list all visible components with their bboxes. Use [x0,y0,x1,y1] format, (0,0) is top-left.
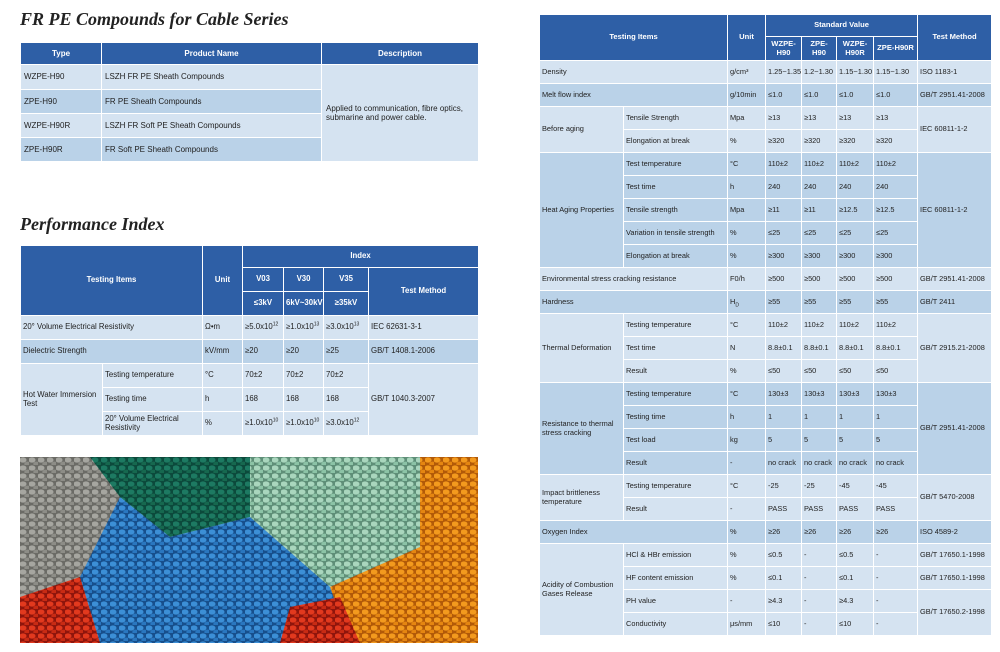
item-label: Elongation at break [624,130,728,153]
grade-header: WZPE-H90 [766,37,802,61]
header-unit: Unit [728,15,766,61]
unit: % [728,130,766,153]
value: 110±2 [837,153,874,176]
value: ≥12.5 [874,199,918,222]
unit: g/10min [728,84,766,107]
item-label: Melt flow index [540,84,728,107]
product-description: Applied to communication, fibre optics, submarine and power cable. [322,65,479,162]
value: 130±3 [874,383,918,406]
col-header-description: Description [322,43,479,65]
unit: h [728,406,766,429]
value: 110±2 [837,314,874,337]
value: PASS [766,498,802,521]
value: 8.8±0.1 [837,337,874,360]
unit: - [728,590,766,613]
value: 130±3 [766,383,802,406]
unit: Mpa [728,107,766,130]
standard-value-table [539,14,992,636]
table-row [540,291,992,314]
group-label: Before aging [540,107,624,153]
value: 1.25~1.35 [766,61,802,84]
item-label: Test load [624,429,728,452]
right-column [539,14,991,636]
value: ≥25 [324,340,369,364]
table-row [540,107,992,130]
value: -25 [802,475,837,498]
test-method: IEC 62631-3-1 [369,316,479,340]
group-label: Hot Water Immersion Test [21,364,103,436]
value: ≤50 [802,360,837,383]
value: ≥13 [874,107,918,130]
item-label: Density [540,61,728,84]
value: ≥26 [766,521,802,544]
value: ≥11 [766,199,802,222]
performance-title: Performance Index [20,214,165,234]
item-label: Result [624,360,728,383]
item-label: Result [624,452,728,475]
test-method: GB/T 2951.41-2008 [918,84,992,107]
value: ≤50 [837,360,874,383]
value: ≥320 [802,130,837,153]
value: ≥500 [837,268,874,291]
value: ≤25 [802,222,837,245]
value: ≥26 [802,521,837,544]
item-label: Test time [624,337,728,360]
test-method: GB/T 1408.1-2006 [369,340,479,364]
group-label: Impact brittleness temperature [540,475,624,521]
value: ≥500 [802,268,837,291]
product-name: FR Soft PE Sheath Compounds [102,138,322,162]
test-method: GB/T 2951.41-2008 [918,268,992,291]
value: ≥20 [243,340,284,364]
products-title: FR PE Compounds for Cable Series [20,9,289,29]
value: ≥300 [766,245,802,268]
test-method: IEC 60811-1-2 [918,107,992,153]
value: PASS [837,498,874,521]
value: 240 [874,176,918,199]
product-name: LSZH FR Soft PE Sheath Compounds [102,114,322,138]
value: ≤25 [766,222,802,245]
value: 70±2 [284,364,324,388]
unit: % [728,567,766,590]
value: 5 [874,429,918,452]
value: 240 [766,176,802,199]
perf-header-test-method: Test Method [369,268,479,316]
table-row [540,521,992,544]
item-label: Testing temperature [103,364,203,388]
grade-name: V30 [284,268,324,292]
value: - [802,590,837,613]
value: ≥500 [766,268,802,291]
col-header-product-name: Product Name [102,43,322,65]
value: - [874,544,918,567]
value: 1 [766,406,802,429]
value: 1.15~1.30 [874,61,918,84]
value: ≥55 [802,291,837,314]
group-label: Resistance to thermal stress cracking [540,383,624,475]
value: ≤1.0 [802,84,837,107]
unit: % [728,521,766,544]
test-method: GB/T 1040.3-2007 [369,364,479,436]
value: ≤0.5 [837,544,874,567]
value: 168 [324,388,369,412]
value: ≥320 [874,130,918,153]
unit: °C [728,153,766,176]
value: 1.15~1.30 [837,61,874,84]
item-label: Tensile Strength [624,107,728,130]
value: ≤10 [766,613,802,636]
value: 5 [766,429,802,452]
value: ≥4.3 [766,590,802,613]
value: $\ge 1.0x10^{10}$ [284,412,324,436]
value: ≥320 [766,130,802,153]
item-label: Testing temperature [624,475,728,498]
table-row [21,364,479,388]
value: ≤0.1 [837,567,874,590]
value: ≤0.5 [766,544,802,567]
value: ≤0.1 [766,567,802,590]
product-type: WZPE-H90R [21,114,102,138]
unit: N [728,337,766,360]
test-method: GB/T 17650.1-1998 [918,567,992,590]
value: 1 [837,406,874,429]
item-label: Variation in tensile strength [624,222,728,245]
value: 8.8±0.1 [802,337,837,360]
group-label: Heat Aging Properties [540,153,624,268]
header-testing-items: Testing Items [540,15,728,61]
value: $\ge 1.0x10^{10}$ [243,412,284,436]
test-method: GB/T 2915.21-2008 [918,314,992,383]
unit: % [728,222,766,245]
item-label: HF content emission [624,567,728,590]
product-name: FR PE Sheath Compounds [102,90,322,114]
value: 5 [837,429,874,452]
value: $\ge 3.0x10^{12}$ [324,412,369,436]
table-row [540,268,992,291]
value: 1 [874,406,918,429]
item-label: Result [624,498,728,521]
table-row [21,316,479,340]
header-standard-value: Standard Value [766,15,918,37]
unit: h [203,388,243,412]
table-row [540,475,992,498]
test-method: GB/T 5470-2008 [918,475,992,521]
plastic-pellets-image [20,457,478,643]
unit: g/cm³ [728,61,766,84]
value: ≤1.0 [874,84,918,107]
unit: Ω•m [203,316,243,340]
value: ≥13 [766,107,802,130]
value: ≤50 [874,360,918,383]
grade-rating: 6kV~30kV [284,292,324,316]
perf-header-testing-items: Testing Items [21,246,203,316]
product-type: ZPE-H90R [21,138,102,162]
item-label: Dielectric Strength [21,340,203,364]
grade-rating: ≥35kV [324,292,369,316]
value: PASS [802,498,837,521]
value: ≥13 [802,107,837,130]
value: 110±2 [802,153,837,176]
value: -45 [874,475,918,498]
table-row [540,383,992,406]
value: 70±2 [324,364,369,388]
value: 110±2 [802,314,837,337]
value: ≥55 [766,291,802,314]
table-row [21,340,479,364]
unit: % [728,245,766,268]
unit: °C [728,383,766,406]
value: ≥500 [874,268,918,291]
item-label: Hardness [540,291,728,314]
value: ≥13 [837,107,874,130]
test-method: ISO 1183-1 [918,61,992,84]
value: -45 [837,475,874,498]
value: 240 [837,176,874,199]
unit: °C [203,364,243,388]
table-row [21,65,479,90]
performance-table [20,245,479,436]
value: - [874,567,918,590]
value: 168 [284,388,324,412]
grade-rating: ≤3kV [243,292,284,316]
value: - [802,567,837,590]
products-table [20,42,479,162]
value: ≥55 [837,291,874,314]
test-method: IEC 60811-1-2 [918,153,992,268]
value: - [802,613,837,636]
value: 168 [243,388,284,412]
value: ≤25 [837,222,874,245]
item-label: Tensile strength [624,199,728,222]
value: 110±2 [874,314,918,337]
value: ≥55 [874,291,918,314]
value: ≤10 [837,613,874,636]
perf-header-index: Index [243,246,479,268]
value: -25 [766,475,802,498]
value: 110±2 [766,153,802,176]
test-method: ISO 4589-2 [918,521,992,544]
value: $\ge 1.0x10^{13}$ [284,316,324,340]
test-method: GB/T 17650.2-1998 [918,590,992,636]
value: - [874,590,918,613]
unit: °C [728,475,766,498]
value: no crack [802,452,837,475]
value: 240 [802,176,837,199]
group-label: Thermal Deformation [540,314,624,383]
value: ≤25 [874,222,918,245]
grade-name: V03 [243,268,284,292]
value: ≥4.3 [837,590,874,613]
value: ≥320 [837,130,874,153]
header-test-method: Test Method [918,15,992,61]
product-type: WZPE-H90 [21,65,102,90]
unit: °C [728,314,766,337]
value: ≥300 [837,245,874,268]
grade-header: ZPE-H90 [802,37,837,61]
unit: $H_D$ [728,291,766,314]
value: 110±2 [874,153,918,176]
value: 1.2~1.30 [802,61,837,84]
grade-name: V35 [324,268,369,292]
table-row [540,61,992,84]
value: 110±2 [766,314,802,337]
value: PASS [874,498,918,521]
grade-header: ZPE-H90R [874,37,918,61]
left-column [20,0,478,436]
value: ≥26 [874,521,918,544]
value: 1 [802,406,837,429]
item-label: Oxygen Index [540,521,728,544]
value: ≥20 [284,340,324,364]
value: 8.8±0.1 [874,337,918,360]
item-label: Elongation at break [624,245,728,268]
item-label: Environmental stress cracking resistance [540,268,728,291]
product-name: LSZH FR PE Sheath Compounds [102,65,322,90]
unit: Mpa [728,199,766,222]
value: ≤50 [766,360,802,383]
item-label: Conductivity [624,613,728,636]
product-type: ZPE-H90 [21,90,102,114]
unit: % [203,412,243,436]
test-method: GB/T 2411 [918,291,992,314]
test-method: GB/T 17650.1-1998 [918,544,992,567]
value: - [874,613,918,636]
value: no crack [766,452,802,475]
value: ≥12.5 [837,199,874,222]
test-method: GB/T 2951.41-2008 [918,383,992,475]
value: - [802,544,837,567]
value: $\ge 5.0x10^{12}$ [243,316,284,340]
value: 70±2 [243,364,284,388]
unit: h [728,176,766,199]
value: ≥300 [802,245,837,268]
value: 130±3 [802,383,837,406]
item-label: Testing time [624,406,728,429]
unit: % [728,360,766,383]
item-label: Test time [624,176,728,199]
value: no crack [874,452,918,475]
item-label: PH value [624,590,728,613]
col-header-type: Type [21,43,102,65]
item-label: Testing temperature [624,314,728,337]
unit: F0/h [728,268,766,291]
value: no crack [837,452,874,475]
value: ≥11 [802,199,837,222]
item-label: Testing temperature [624,383,728,406]
perf-header-unit: Unit [203,246,243,316]
item-label: Testing time [103,388,203,412]
value: ≤1.0 [766,84,802,107]
value: 5 [802,429,837,452]
table-row [540,544,992,567]
value: $\ge 3.0x10^{13}$ [324,316,369,340]
table-row [540,84,992,107]
item-label: Test temperature [624,153,728,176]
item-label: 20° Volume Electrical Resistivity [21,316,203,340]
value: ≤1.0 [837,84,874,107]
item-label: 20° Volume Electrical Resistivity [103,412,203,436]
group-label: Acidity of Combustion Gases Release [540,544,624,636]
value: ≥26 [837,521,874,544]
unit: kV/mm [203,340,243,364]
value: 8.8±0.1 [766,337,802,360]
grade-header: WZPE-H90R [837,37,874,61]
pellets-illustration [20,457,478,643]
unit: % [728,544,766,567]
unit: - [728,498,766,521]
unit: - [728,452,766,475]
unit: kg [728,429,766,452]
value: ≥300 [874,245,918,268]
item-label: HCl & HBr emission [624,544,728,567]
table-row [540,314,992,337]
value: 130±3 [837,383,874,406]
table-row [540,153,992,176]
unit: μs/mm [728,613,766,636]
